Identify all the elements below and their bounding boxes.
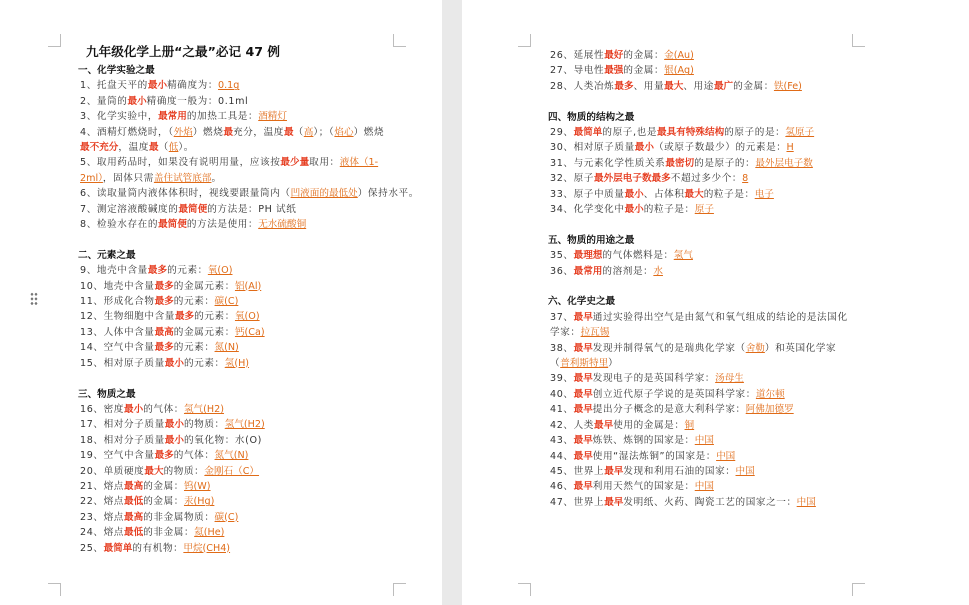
- line-text: 20、单质硬度: [80, 465, 145, 477]
- list-item: [530, 187, 855, 202]
- answer-text: 金(Au): [664, 50, 694, 61]
- highlight-text: 最不充分: [80, 142, 119, 154]
- highlight-text: 最早: [573, 388, 593, 400]
- line-text: 的气体：: [143, 403, 184, 415]
- list-item: [60, 186, 419, 201]
- right-sections: [530, 94, 855, 510]
- list-item: [530, 387, 855, 402]
- line-text: 16、密度: [80, 403, 124, 415]
- answer-text: 道尔顿: [755, 388, 785, 400]
- answer-text: 氢(H): [224, 357, 250, 369]
- answer-text: 氦(He): [194, 527, 225, 539]
- list-item: [530, 310, 855, 341]
- list-item: [60, 279, 390, 294]
- answer-text: 低: [168, 142, 179, 154]
- answer-text: 氢气: [673, 250, 693, 262]
- line-text: ）和英国化学家（: [550, 342, 837, 370]
- line-text: 的金属：: [623, 65, 665, 77]
- line-text: 42、人类: [550, 419, 594, 431]
- highlight-text: 最理想: [573, 250, 603, 262]
- answer-text: 舍勒: [745, 342, 765, 354]
- list-item: [530, 418, 855, 433]
- section-heading: 三、物质之最: [78, 388, 136, 400]
- line-text: 。: [211, 172, 222, 184]
- line-text: 12、生物细胞中含量: [80, 311, 175, 323]
- list-item: [530, 371, 855, 386]
- highlight-text: 最早: [573, 435, 593, 447]
- section-heading: 五、物质的用途之最: [548, 234, 635, 246]
- highlight-text: 最小: [124, 403, 144, 415]
- line-text: 5、取用药品时，如果没有说明用量，应该按: [80, 157, 281, 169]
- line-text: ）；（: [313, 126, 335, 138]
- line-text: 9、地壳中含量: [80, 265, 148, 277]
- line-text: 创立近代原子学说的是英国科学家：: [592, 388, 756, 400]
- right-intro-lines: [530, 48, 855, 94]
- list-item: [530, 171, 855, 186]
- answer-text: 中国: [735, 465, 755, 477]
- list-item: [530, 125, 855, 140]
- list-item: [60, 510, 390, 525]
- margin-corner-mark: [518, 34, 531, 47]
- answer-text: 凹液面的最低处: [290, 188, 358, 200]
- answer-text: 氢气(H2): [183, 403, 224, 415]
- highlight-text: 最: [148, 142, 159, 154]
- highlight-text: 最: [284, 126, 294, 138]
- line-text: 发明纸、火药、陶瓷工艺的国家之一：: [623, 496, 797, 508]
- list-item: [60, 464, 390, 479]
- answer-text: 金刚石（C）: [204, 465, 260, 477]
- line-text: 的气体燃料是：: [602, 250, 674, 262]
- list-item: [60, 125, 390, 156]
- line-text: 30、相对原子质量: [550, 142, 635, 154]
- line-text: 36、: [550, 265, 574, 277]
- line-text: ）保持水平。: [357, 188, 419, 200]
- answer-text: 最外层电子数: [755, 157, 813, 169]
- highlight-text: 最广: [713, 80, 734, 92]
- highlight-text: 最多: [614, 80, 634, 92]
- drag-handle-icon[interactable]: [30, 292, 38, 306]
- answer-text: 高: [303, 126, 314, 138]
- line-text: 的气体：: [173, 450, 215, 462]
- list-item: [530, 264, 855, 279]
- list-item: [60, 217, 390, 232]
- answer-text: 钙(Ca): [234, 326, 265, 338]
- answer-text: 液体（1-2ml）: [80, 157, 379, 184]
- answer-text: 外焰: [173, 126, 193, 138]
- line-text: 21、熔点: [80, 480, 124, 492]
- list-item: [60, 340, 390, 355]
- line-text: 11、形成化合物: [80, 296, 155, 308]
- list-item: [60, 325, 390, 340]
- line-text: 炼铁、炼钢的国家是：: [592, 435, 695, 447]
- line-text: （: [158, 142, 169, 154]
- highlight-text: 最多: [154, 342, 174, 354]
- list-item: [60, 263, 390, 278]
- line-text: 的溶剂是：: [602, 265, 654, 277]
- answer-text: H: [786, 142, 794, 154]
- line-text: （或原子数最少）的元素是：: [653, 142, 787, 154]
- list-item: [60, 294, 390, 309]
- list-item: [60, 479, 390, 494]
- line-text: 、用量: [633, 80, 665, 92]
- line-text: 38、: [550, 342, 574, 354]
- right-page-content: [530, 48, 855, 510]
- answer-text: 铝(Al): [234, 280, 262, 292]
- line-text: 的原子,也是: [602, 127, 658, 139]
- highlight-text: 最好: [604, 50, 624, 61]
- highlight-text: 最多: [147, 265, 168, 277]
- line-text: 0.1ml: [218, 95, 249, 107]
- highlight-text: 最多: [154, 296, 174, 308]
- document-title: 九年级化学上册“之最”必记 47 例: [86, 44, 280, 59]
- left-page-content: [60, 44, 419, 556]
- line-text: 的金属：: [733, 80, 774, 92]
- line-text: 43、: [550, 435, 574, 447]
- highlight-text: 最外层电子数最多: [594, 173, 671, 185]
- highlight-text: 最常用: [573, 265, 603, 277]
- answer-text: 普利斯特里: [560, 358, 609, 370]
- list-item: [530, 48, 855, 63]
- line-text: 通过实验得出空气是由氮气和氧气组成的结论的是法国化学家：: [550, 311, 848, 339]
- line-text: 46、: [550, 481, 574, 493]
- line-text: 15、相对原子质量: [80, 357, 165, 369]
- line-text: 、占体积: [643, 188, 685, 200]
- highlight-text: 最早: [604, 496, 624, 508]
- answer-text: 中国: [796, 496, 816, 508]
- line-text: 的元素：: [167, 265, 208, 277]
- highlight-text: 最高: [154, 326, 174, 338]
- line-text: 7、测定溶液酸碱度的: [80, 203, 179, 215]
- highlight-text: 最多: [174, 311, 195, 323]
- highlight-text: 最早: [573, 342, 593, 354]
- highlight-text: 最早: [573, 450, 593, 462]
- line-text: 充分，温度: [233, 126, 284, 138]
- list-item: [60, 309, 390, 324]
- line-text: 17、相对分子质量: [80, 419, 165, 431]
- line-text: 的元素：: [173, 342, 215, 354]
- highlight-text: 最小: [147, 80, 168, 92]
- list-item: [530, 202, 855, 217]
- line-text: 2、量筒的: [80, 95, 128, 107]
- line-text: 24、熔点: [80, 527, 124, 539]
- line-text: 4、酒精灯燃烧时，（: [80, 126, 174, 138]
- line-text: 13、人体中含量: [80, 326, 155, 338]
- line-text: 31、与元素化学性质关系: [550, 157, 666, 169]
- list-item: [60, 494, 390, 509]
- highlight-text: 最大: [664, 80, 684, 92]
- highlight-text: 最简便: [158, 219, 187, 231]
- line-text: 44、: [550, 450, 574, 462]
- line-text: 的金属元素：: [173, 280, 235, 292]
- line-text: 发现和利用石油的国家：: [623, 465, 736, 477]
- highlight-text: 最具有特殊结构: [657, 127, 725, 139]
- line-text: 23、熔点: [80, 511, 124, 523]
- list-item: [530, 479, 855, 494]
- line-text: ）燃烧: [353, 126, 385, 138]
- line-text: 28、人类冶炼: [550, 80, 615, 92]
- highlight-text: 最简单: [573, 127, 603, 139]
- line-text: 的元素：: [173, 296, 215, 308]
- line-text: 的氧化物：: [183, 434, 235, 446]
- answer-text: 碳(C): [214, 511, 239, 523]
- list-item: [60, 402, 390, 417]
- line-text: 的金属：: [143, 480, 184, 492]
- line-text: ，温度: [118, 142, 149, 154]
- line-text: 41、: [550, 404, 574, 416]
- list-item: [530, 433, 855, 448]
- line-text: 不超过多少个：: [670, 173, 743, 185]
- answer-text: 酒精灯: [258, 111, 287, 123]
- highlight-text: 最少量: [280, 157, 310, 169]
- line-text: 水(O): [234, 434, 262, 446]
- answer-text: 氮气(N): [214, 450, 249, 462]
- line-text: 14、空气中含量: [80, 342, 155, 354]
- line-text: 35、: [550, 250, 574, 262]
- margin-corner-mark: [393, 583, 406, 596]
- highlight-text: 最常用: [158, 111, 187, 123]
- line-text: 提出分子概念的是意大利科学家：: [592, 404, 746, 416]
- list-item: [530, 63, 855, 78]
- line-text: 37、: [550, 311, 574, 323]
- answer-text: 阿佛加德罗: [745, 404, 794, 416]
- line-text: 29、: [550, 127, 574, 139]
- line-text: ）。: [178, 142, 194, 154]
- answer-text: 氧(O): [234, 311, 260, 323]
- highlight-text: 最早: [594, 419, 614, 431]
- line-text: 6、读取量筒内液体体积时，视线要跟量筒内（: [80, 188, 291, 200]
- line-text: 的元素：: [183, 357, 225, 369]
- list-item: [530, 449, 855, 464]
- answer-text: 原子: [694, 204, 714, 216]
- answer-text: 碳(C): [214, 296, 239, 308]
- list-item: [530, 495, 855, 510]
- highlight-text: 最小: [634, 142, 654, 154]
- list-item: [60, 78, 390, 93]
- line-text: 22、熔点: [80, 496, 124, 508]
- highlight-text: 最大: [684, 188, 704, 200]
- line-text: ）: [608, 358, 619, 370]
- section-spacer: [530, 94, 855, 109]
- highlight-text: 最早: [573, 404, 593, 416]
- line-text: 33、原子中质量: [550, 188, 625, 200]
- answer-text: 焰心: [334, 126, 354, 138]
- section-spacer: [530, 279, 855, 294]
- section-heading: 一、化学实验之最: [78, 65, 155, 76]
- line-text: PH 试纸: [258, 203, 297, 215]
- highlight-text: 最早: [604, 465, 624, 477]
- highlight-text: 最小: [164, 434, 184, 446]
- answer-text: 中国: [716, 450, 736, 462]
- line-text: 的是原子的：: [694, 157, 756, 169]
- line-text: 39、: [550, 373, 574, 385]
- line-text: 的金属元素：: [173, 326, 235, 338]
- list-item: [60, 541, 390, 556]
- answer-text: 氧(O): [207, 265, 233, 277]
- highlight-text: 最高: [124, 511, 144, 523]
- highlight-text: 最大: [144, 465, 164, 477]
- line-text: 精确度为：: [167, 80, 219, 92]
- line-text: 精确度一般为：: [146, 95, 219, 107]
- list-item: [60, 109, 390, 124]
- line-text: 使用的金属是：: [613, 419, 685, 431]
- line-text: 的金属：: [623, 50, 665, 61]
- highlight-text: 最低: [124, 496, 144, 508]
- line-text: 的方法是使用：: [186, 219, 259, 231]
- list-item: [60, 202, 390, 217]
- line-text: 26、延展性: [550, 50, 605, 61]
- answer-text: 铜: [684, 419, 695, 431]
- list-item: [60, 448, 390, 463]
- line-text: 的有机物：: [132, 542, 184, 554]
- line-text: 27、导电性: [550, 65, 605, 77]
- answer-text: 铁(Fe): [773, 80, 802, 92]
- section-heading: 六、化学史之最: [548, 296, 616, 308]
- answer-text: 0.1g: [218, 80, 240, 92]
- list-item: [60, 356, 390, 371]
- answer-text: 氮(N): [214, 342, 239, 354]
- highlight-text: 最小: [624, 204, 644, 216]
- line-text: 、用途: [683, 80, 714, 92]
- margin-corner-mark: [518, 583, 531, 596]
- highlight-text: 最密切: [665, 157, 695, 169]
- answer-text: 钨(W): [183, 480, 211, 492]
- line-text: 8、检验水存在的: [80, 219, 159, 231]
- highlight-text: 最简单: [103, 542, 133, 554]
- list-item: [530, 402, 855, 417]
- line-text: （: [293, 126, 304, 138]
- line-text: 的粒子是：: [703, 188, 755, 200]
- line-text: 10、地壳中含量: [80, 280, 155, 292]
- section-heading: 四、物质的结构之最: [548, 111, 635, 123]
- answer-text: 中国: [694, 481, 714, 493]
- answer-text: 氢气(H2): [224, 419, 265, 431]
- answer-text: 氢原子: [785, 127, 815, 139]
- line-text: 47、世界上: [550, 496, 605, 508]
- answer-text: 甲烷(CH4): [183, 542, 231, 554]
- list-item: [60, 94, 390, 109]
- highlight-text: 最早: [573, 311, 593, 323]
- answer-text: 中国: [694, 435, 714, 447]
- line-text: ）燃烧: [192, 126, 224, 138]
- left-sections: [60, 63, 419, 556]
- line-text: 18、相对分子质量: [80, 434, 165, 446]
- line-text: 的元素：: [194, 311, 235, 323]
- line-text: 的物质：: [183, 419, 225, 431]
- list-item: [60, 155, 390, 186]
- list-item: [530, 248, 855, 263]
- section-spacer: [60, 232, 390, 247]
- highlight-text: 最小: [127, 95, 147, 107]
- answer-text: 盖住试管底部: [153, 172, 212, 184]
- list-item: [530, 140, 855, 155]
- line-text: 的粒子是：: [643, 204, 695, 216]
- margin-corner-mark: [852, 34, 865, 47]
- line-text: 32、原子: [550, 173, 594, 185]
- answer-text: 拉瓦锡: [580, 327, 610, 339]
- line-text: 利用天然气的国家是：: [592, 481, 695, 493]
- list-item: [60, 525, 390, 540]
- section-spacer: [530, 217, 855, 232]
- highlight-text: 最小: [164, 419, 184, 431]
- answer-text: 水: [653, 265, 663, 277]
- line-text: 的方法是：: [207, 203, 259, 215]
- highlight-text: 最小: [164, 357, 184, 369]
- line-text: 使用“湿法炼铜”的国家是：: [592, 450, 717, 462]
- line-text: 3、化学实验中，: [80, 111, 159, 123]
- list-item: [530, 464, 855, 479]
- line-text: 40、: [550, 388, 574, 400]
- highlight-text: 最低: [124, 527, 144, 539]
- list-item: [530, 79, 855, 94]
- line-text: 的物质：: [163, 465, 205, 477]
- line-text: 1、托盘天平的: [80, 80, 148, 92]
- highlight-text: 最简便: [178, 203, 208, 215]
- line-text: 25、: [80, 542, 104, 554]
- answer-text: 无水硫酸铜: [258, 219, 307, 231]
- list-item: [60, 417, 390, 432]
- line-text: 的非金属：: [143, 527, 195, 539]
- highlight-text: 最高: [124, 480, 144, 492]
- margin-corner-mark: [852, 583, 865, 596]
- answer-text: 汤母生: [715, 373, 744, 385]
- list-item: [60, 433, 390, 448]
- margin-corner-mark: [393, 34, 406, 47]
- highlight-text: 最: [223, 126, 234, 138]
- line-text: 的非金属物质：: [143, 511, 215, 523]
- list-item: [530, 341, 855, 372]
- line-text: 发现并制得氧气的是瑞典化学家（: [592, 342, 746, 354]
- margin-corner-mark: [48, 583, 61, 596]
- highlight-text: 最多: [154, 450, 174, 462]
- answer-text: 汞(Hg): [183, 496, 215, 508]
- answer-text: 电子: [754, 188, 774, 200]
- line-text: 取用：: [309, 157, 340, 169]
- answer-text: 8: [742, 173, 749, 185]
- highlight-text: 最早: [573, 481, 593, 493]
- section-heading: 二、元素之最: [78, 249, 136, 261]
- line-text: 发现电子的是英国科学家：: [592, 373, 716, 385]
- line-text: ，固体只需: [102, 172, 154, 184]
- line-text: 的原子的是：: [724, 127, 786, 139]
- section-spacer: [60, 371, 390, 386]
- line-text: 45、世界上: [550, 465, 605, 477]
- line-text: 的金属：: [143, 496, 184, 508]
- highlight-text: 最早: [573, 373, 593, 385]
- highlight-text: 最多: [154, 280, 174, 292]
- answer-text: 银(Ag): [664, 65, 694, 77]
- highlight-text: 最强: [604, 65, 624, 77]
- highlight-text: 最小: [624, 188, 644, 200]
- list-item: [530, 156, 855, 171]
- line-text: 34、化学变化中: [550, 204, 625, 216]
- line-text: 19、空气中含量: [80, 450, 155, 462]
- line-text: 的加热工具是：: [186, 111, 259, 123]
